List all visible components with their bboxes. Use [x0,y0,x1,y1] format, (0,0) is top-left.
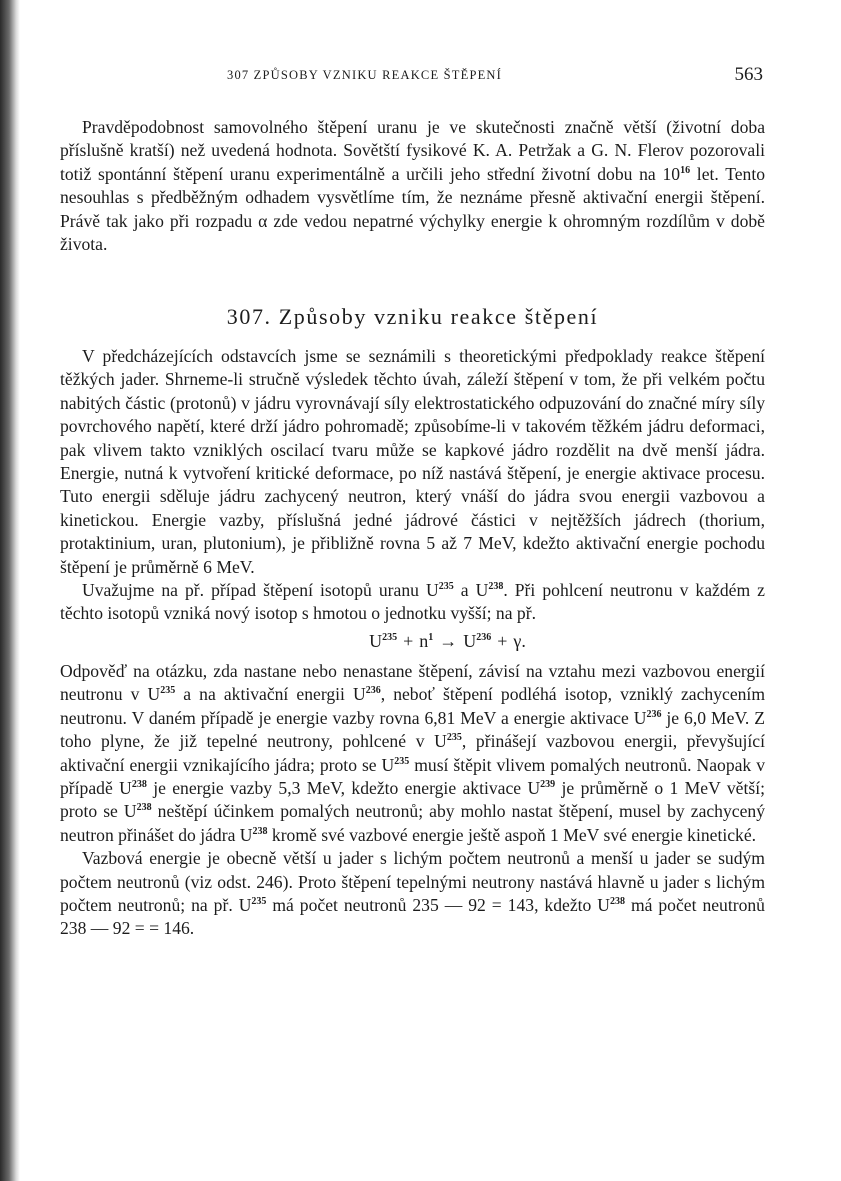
paragraph-isotopes: Uvažujme na př. případ štěpení isotopů uranu $U^{235}$ a $U^{238}$. Při pohlcení neutronu v každém z těchto isotopů vzniká nový isotop s hmotou o jednotku vyšší; na př. [60,580,765,624]
paragraph-odd-even: Vazbová energie je obecně větší u jader s lichým počtem neutronů a menší u jader se sudým počtem neutronů (viz odst. 246). Proto štěpení tepelnými neutrony nastává hlavně u jader s lichým počtem neutronů; na př. $U^{235}$ má počet neutronů 235 — 92 = 143, kdežto $U^{238}$ má počet neutronů 238 — 92 = = 146. [60,848,765,939]
intro-block [60,116,765,256]
paragraph-spontaneous-fission: Pravděpodobnost samovolného štěpení uranu je ve skutečnosti značně větší (životní doba příslušně kratší) než uvedená hodnota. Sovětští fysikové K. A. Petržak a G. N. Flerov pozorovali totiž spontánní štěpení uranu experimentálně a určili jeho střední životní dobu na $10^{16}$ let. Tento nesouhlas s předběžným odhadem vysvětlíme tím, že neznáme přesně aktivační energii štěpení. Právě tak jako při rozpadu α zde vedou nepatrné výchylky energie k ohromným rozdílům v době života. [60,117,765,255]
page-number: 563 [734,64,763,85]
nuclear-reaction-formula: $U^{235} + n^1 \to U^{236} + \gamma$. [369,630,526,651]
book-page [60,0,765,1181]
section-heading: 307. Způsoby vzniku reakce štěpení [226,304,599,329]
running-title: 307 ZPŮSOBY VZNIKU REAKCE ŠTĚPENÍ [227,68,503,82]
section-body [60,345,765,941]
paragraph-binding-energy: Odpověď na otázku, zda nastane nebo nenastane štěpení, závisí na vztahu mezi vazbovou energií neutronu v $U^{235}$ a na aktivační energii $U^{236}$, neboť štěpení podléhá isotop, vzniklý zachycením neutronu. V daném případě je energie vazby rovna 6,81 MeV a energie aktivace $U^{236}$ je 6,0 MeV. Z toho plyne, že již tepelné neutrony, pohlcené v $U^{235}$, přinášejí vazbovou energii, převyšující aktivační energii vznikajícího jádra; proto se $U^{235}$ musí štěpit vlivem pomalých neutronů. Naopak v případě $U^{238}$ je energie vazby 5,3 MeV, kdežto energie aktivace $U^{239}$ je průměrně o 1 MeV větší; proto se $U^{238}$ neštěpí účinkem pomalých neutronů; aby mohlo nastat štěpení, musel by zachycený neutron přinášet do jádra $U^{238}$ kromě své vazbové energie ještě aspoň 1 MeV své energie kinetické. [60,660,766,845]
book-spine-shadow [0,0,20,1181]
running-head [60,66,765,86]
paragraph-theory-summary: V předcházejících odstavcích jsme se seznámili s theoretickými předpoklady reakce štěpení těžkých jader. Shrneme-li stručně výsledek těchto úvah, záleží štěpení v tom, že při velkém počtu nabitých částic (protonů) v jádru vyrovnávají síly elektrostatického odpuzování do značné míry síly povrchového napětí, které drží jádro pohromadě; způsobíme-li v takovém těžkém jádru deformaci, pak vlivem takto vzniklých oscilací tvaru může se kapkové jádro rozdělit na dvě menší jádra. Energie, nutná k vytvoření kritické deformace, po níž nastává štěpení, je energie aktivace procesu. Tuto energii sděluje jádru zachycený neutron, který vnáší do jádra svou energii vazbovou a kinetickou. Energie vazby, příslušná jedné jádrové částici v nejtěžších jádrech (thorium, protaktinium, uran, plutonium), je přibližně rovna 5 až 7 MeV, kdežto aktivační energie pochodu štěpení je průměrně 6 MeV. [60,346,765,577]
